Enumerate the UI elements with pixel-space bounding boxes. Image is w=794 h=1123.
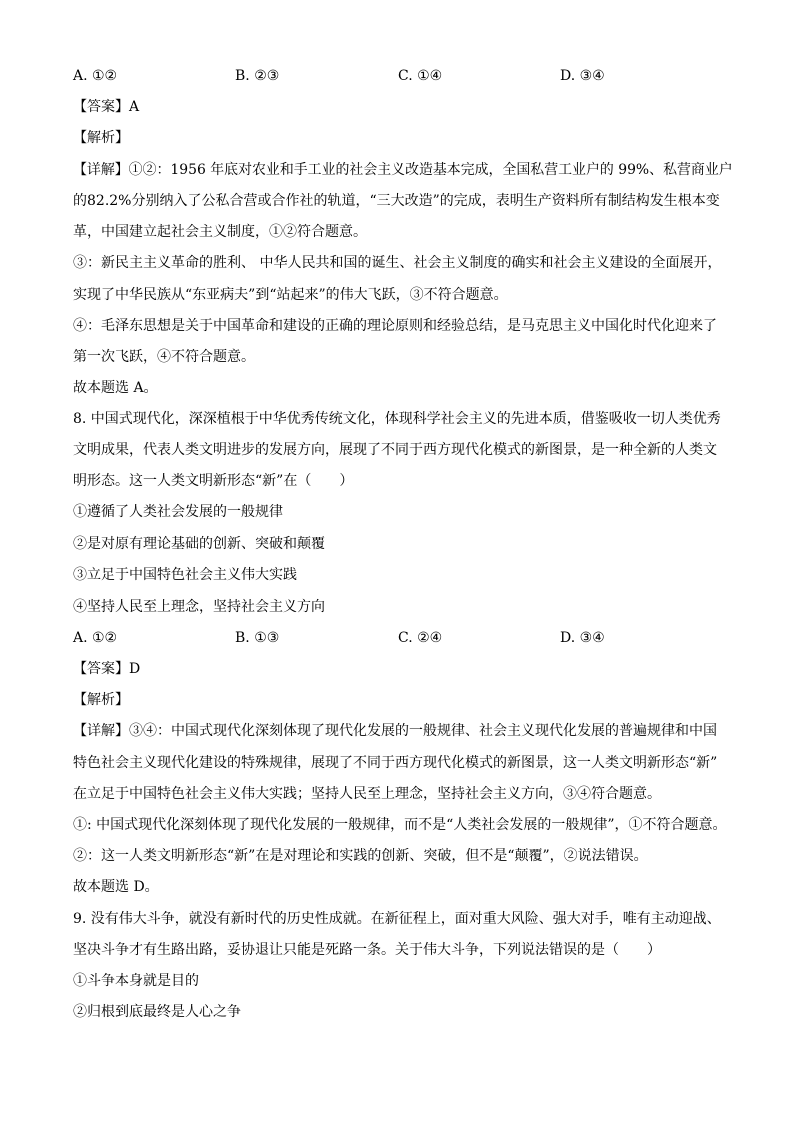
q7-detail-line: 【详解】①②：1956 年底对农业和手工业的社会主义改造基本完成，全国私营工业户的 99%、私营商业户 [73, 162, 733, 178]
q8-conclusion: 故本题选 D。 [73, 879, 159, 895]
q8-options [73, 628, 733, 648]
q8-stem-line: 文明成果，代表人类文明进步的发展方向，展现了不同于西方现代化模式的新图景，是一种全新的人类文 [73, 442, 717, 458]
q8-item: ③立足于中国特色社会主义伟大实践 [73, 567, 297, 583]
q8-item: ①遵循了人类社会发展的一般规律 [73, 504, 283, 520]
q7-option-a: A. ①② [73, 68, 118, 84]
q8-stem-line: 8. 中国式现代化，深深植根于中华优秀传统文化，体现科学社会主义的先进本质，借鉴吸收一切人类优秀 [73, 411, 721, 427]
q7-detail-line: 第一次飞跃，④不符合题意。 [73, 349, 255, 365]
q7-options [73, 66, 733, 86]
q8-option-a: A. ①② [73, 630, 118, 646]
q8-detail-line: 在立足于中国特色社会主义伟大实践；坚持人民至上理念，坚持社会主义方向，③④符合题意。 [73, 786, 661, 802]
q7-answer: 【答案】A [73, 99, 140, 115]
q9-stem-line: 坚决斗争才有生路出路，妥协退让只能是死路一条。关于伟大斗争，下列说法错误的是（ ） [73, 942, 661, 958]
q7-option-c: C. ①④ [398, 68, 443, 84]
q7-detail-line: 实现了中华民族从“东亚病夫”到“站起来”的伟大飞跃，③不符合题意。 [73, 287, 508, 303]
q7-detail-line: 革，中国建立起社会主义制度，①②符合题意。 [73, 224, 367, 240]
q7-detail-line: ③：新民主主义革命的胜利、 中华人民共和国的诞生、社会主义制度的确实和社会主义建设的全面展开， [73, 255, 722, 271]
q7-conclusion: 故本题选 A。 [73, 380, 158, 396]
q8-answer: 【答案】D [73, 661, 141, 677]
q8-detail-line: 【详解】③④：中国式现代化深刻体现了现代化发展的一般规律、社会主义现代化发展的普遍规律和中国 [73, 723, 717, 739]
q9-item: ②归根到底最终是人心之争 [73, 1004, 241, 1020]
q8-detail-line: ②：这一人类文明新形态“新”在是对理论和实践的创新、突破，但不是“颠覆”，②说法错误。 [73, 848, 648, 864]
q7-analysis-heading: 【解析】 [73, 130, 129, 146]
q9-stem-line: 9. 没有伟大斗争，就没有新时代的历史性成就。在新征程上，面对重大风险、强大对手，唯有主动迎战、 [73, 911, 721, 927]
q8-item: ②是对原有理论基础的创新、突破和颠覆 [73, 536, 325, 552]
q8-option-d: D. ③④ [560, 630, 605, 646]
q7-option-b: B. ②③ [235, 68, 280, 84]
q9-item: ①斗争本身就是目的 [73, 973, 199, 989]
q8-option-b: B. ①③ [235, 630, 280, 646]
q8-option-c: C. ②④ [398, 630, 443, 646]
q7-detail-line: 的82.2%分别纳入了公私合营或合作社的轨道，“三大改造”的完成，表明生产资料所有制结构发生根本变 [73, 193, 720, 209]
q7-option-d: D. ③④ [560, 68, 605, 84]
q8-item: ④坚持人民至上理念，坚持社会主义方向 [73, 599, 325, 615]
q8-detail-line: 特色社会主义现代化建设的特殊规律，展现了不同于西方现代化模式的新图景，这一人类文明新形态“新” [73, 755, 718, 771]
q8-analysis-heading: 【解析】 [73, 692, 129, 708]
q8-stem-line: 明形态。这一人类文明新形态“新”在（ ） [73, 473, 354, 489]
q8-detail-line: ①: 中国式现代化深刻体现了现代化发展的一般规律，而不是“人类社会发展的一般规律”，①不符合题意。 [73, 817, 727, 833]
q7-detail-line: ④：毛泽东思想是关于中国革命和建设的正确的理论原则和经验总结，是马克思主义中国化时代化迎来了 [73, 318, 717, 334]
